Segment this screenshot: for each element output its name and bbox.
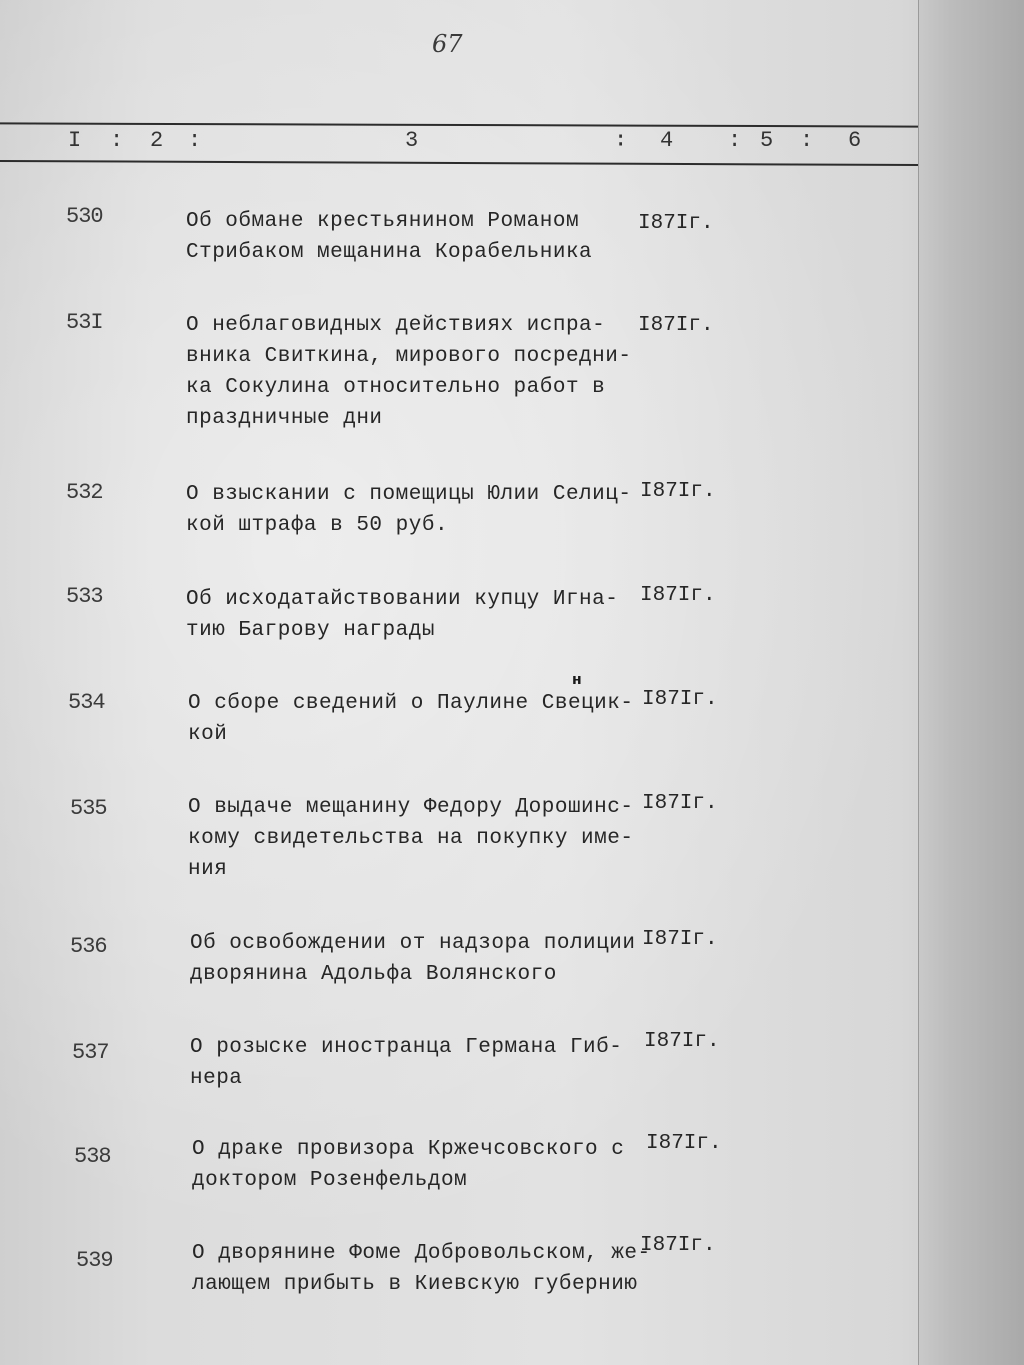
- entry-title-line: ка Сокулина относительно работ в: [186, 376, 606, 399]
- column-separator: :: [800, 128, 814, 153]
- entry-title-line: кой: [188, 723, 228, 746]
- column-header-4: 4: [660, 128, 674, 153]
- entry-number: 530: [66, 204, 103, 229]
- entry-title-line: кой штрафа в 50 руб.: [186, 514, 449, 537]
- entry-year: I87Iг.: [638, 314, 714, 337]
- entry-year: I87Iг.: [644, 1030, 720, 1053]
- header-rule-bottom: [0, 160, 918, 166]
- entry-title: [188, 688, 648, 750]
- entry-title-line: Об исходатайствовании купцу Игна-: [186, 588, 619, 611]
- entry-year: I87Iг.: [642, 688, 718, 711]
- entry-title: [186, 310, 646, 434]
- entry-title-line: О взыскании с помещицы Юлии Селиц-: [186, 483, 632, 506]
- entry-number: 536: [70, 934, 107, 959]
- column-separator: :: [110, 128, 124, 153]
- entry-year: I87Iг.: [646, 1132, 722, 1155]
- entry-title-line: О неблаговидных действиях испра-: [186, 314, 606, 337]
- column-header-3: 3: [405, 128, 419, 153]
- entry-title-line: Стрибаком мещанина Корабельника: [186, 241, 593, 264]
- entry-year: I87Iг.: [640, 1234, 716, 1257]
- entry-number: 537: [72, 1040, 109, 1065]
- entry-title-line: О драке провизора Кржечсовского с: [192, 1138, 625, 1161]
- entry-title-line: О выдаче мещанину Федору Дорошинс-: [188, 796, 634, 819]
- entry-title-line: ния: [188, 858, 228, 881]
- column-header-5: 5: [760, 128, 774, 153]
- entry-title-line: праздничные дни: [186, 407, 383, 430]
- entry-number: 539: [76, 1248, 113, 1273]
- entry-title-line: О розыске иностранца Германа Гиб-: [190, 1036, 623, 1059]
- entry-year: I87Iг.: [640, 584, 716, 607]
- entry-title-line: дворянина Адольфа Волянского: [190, 963, 557, 986]
- column-separator: ∶: [614, 129, 628, 154]
- entry-number: 535: [70, 796, 107, 821]
- column-header-2: 2: [150, 128, 164, 153]
- entry-title: [186, 206, 646, 268]
- page-edge-shadow: [918, 0, 1024, 1365]
- entry-title-line: Об обмане крестьянином Романом: [186, 210, 580, 233]
- entry-title-line: Об освобождении от надзора полиции: [190, 932, 636, 955]
- entry-year: I87Iг.: [638, 212, 714, 235]
- entry-year: I87Iг.: [642, 792, 718, 815]
- entry-title: [186, 584, 646, 646]
- entry-number: 533: [66, 584, 103, 609]
- entry-year: I87Iг.: [642, 928, 718, 951]
- entry-title: [188, 792, 648, 885]
- column-separator: :: [728, 128, 742, 153]
- entry-title-line: О сборе сведений о Паулине Свецик-: [188, 692, 634, 715]
- entry-title-line: О дворянине Фоме Добровольском, же-: [192, 1242, 651, 1265]
- entry-number: 53I: [66, 310, 103, 335]
- entry-title: [190, 1032, 650, 1094]
- column-header-6: 6: [848, 128, 862, 153]
- entry-title-line: лающем прибыть в Киевскую губернию: [192, 1273, 638, 1296]
- entry-title: [192, 1238, 652, 1300]
- entry-title: [192, 1134, 652, 1196]
- entry-title-line: доктором Розенфельдом: [192, 1169, 468, 1192]
- handwritten-correction-mark: н: [572, 672, 582, 688]
- entry-number: 532: [66, 480, 103, 505]
- entry-title: [186, 479, 646, 541]
- entry-year: I87Iг.: [640, 480, 716, 503]
- column-header-1: I: [68, 128, 82, 153]
- entry-number: 538: [74, 1144, 111, 1169]
- header-rule-top: [0, 122, 918, 127]
- entry-title-line: тию Багрову награды: [186, 619, 435, 642]
- entry-title-line: нера: [190, 1067, 243, 1090]
- entry-title-line: вника Свиткина, мирового посредни-: [186, 345, 632, 368]
- entry-title-line: кому свидетельства на покупку име-: [188, 827, 634, 850]
- entry-number: 534: [68, 690, 105, 715]
- entry-title: [190, 928, 650, 990]
- column-separator: :: [188, 128, 202, 153]
- page-number: 67: [432, 30, 463, 58]
